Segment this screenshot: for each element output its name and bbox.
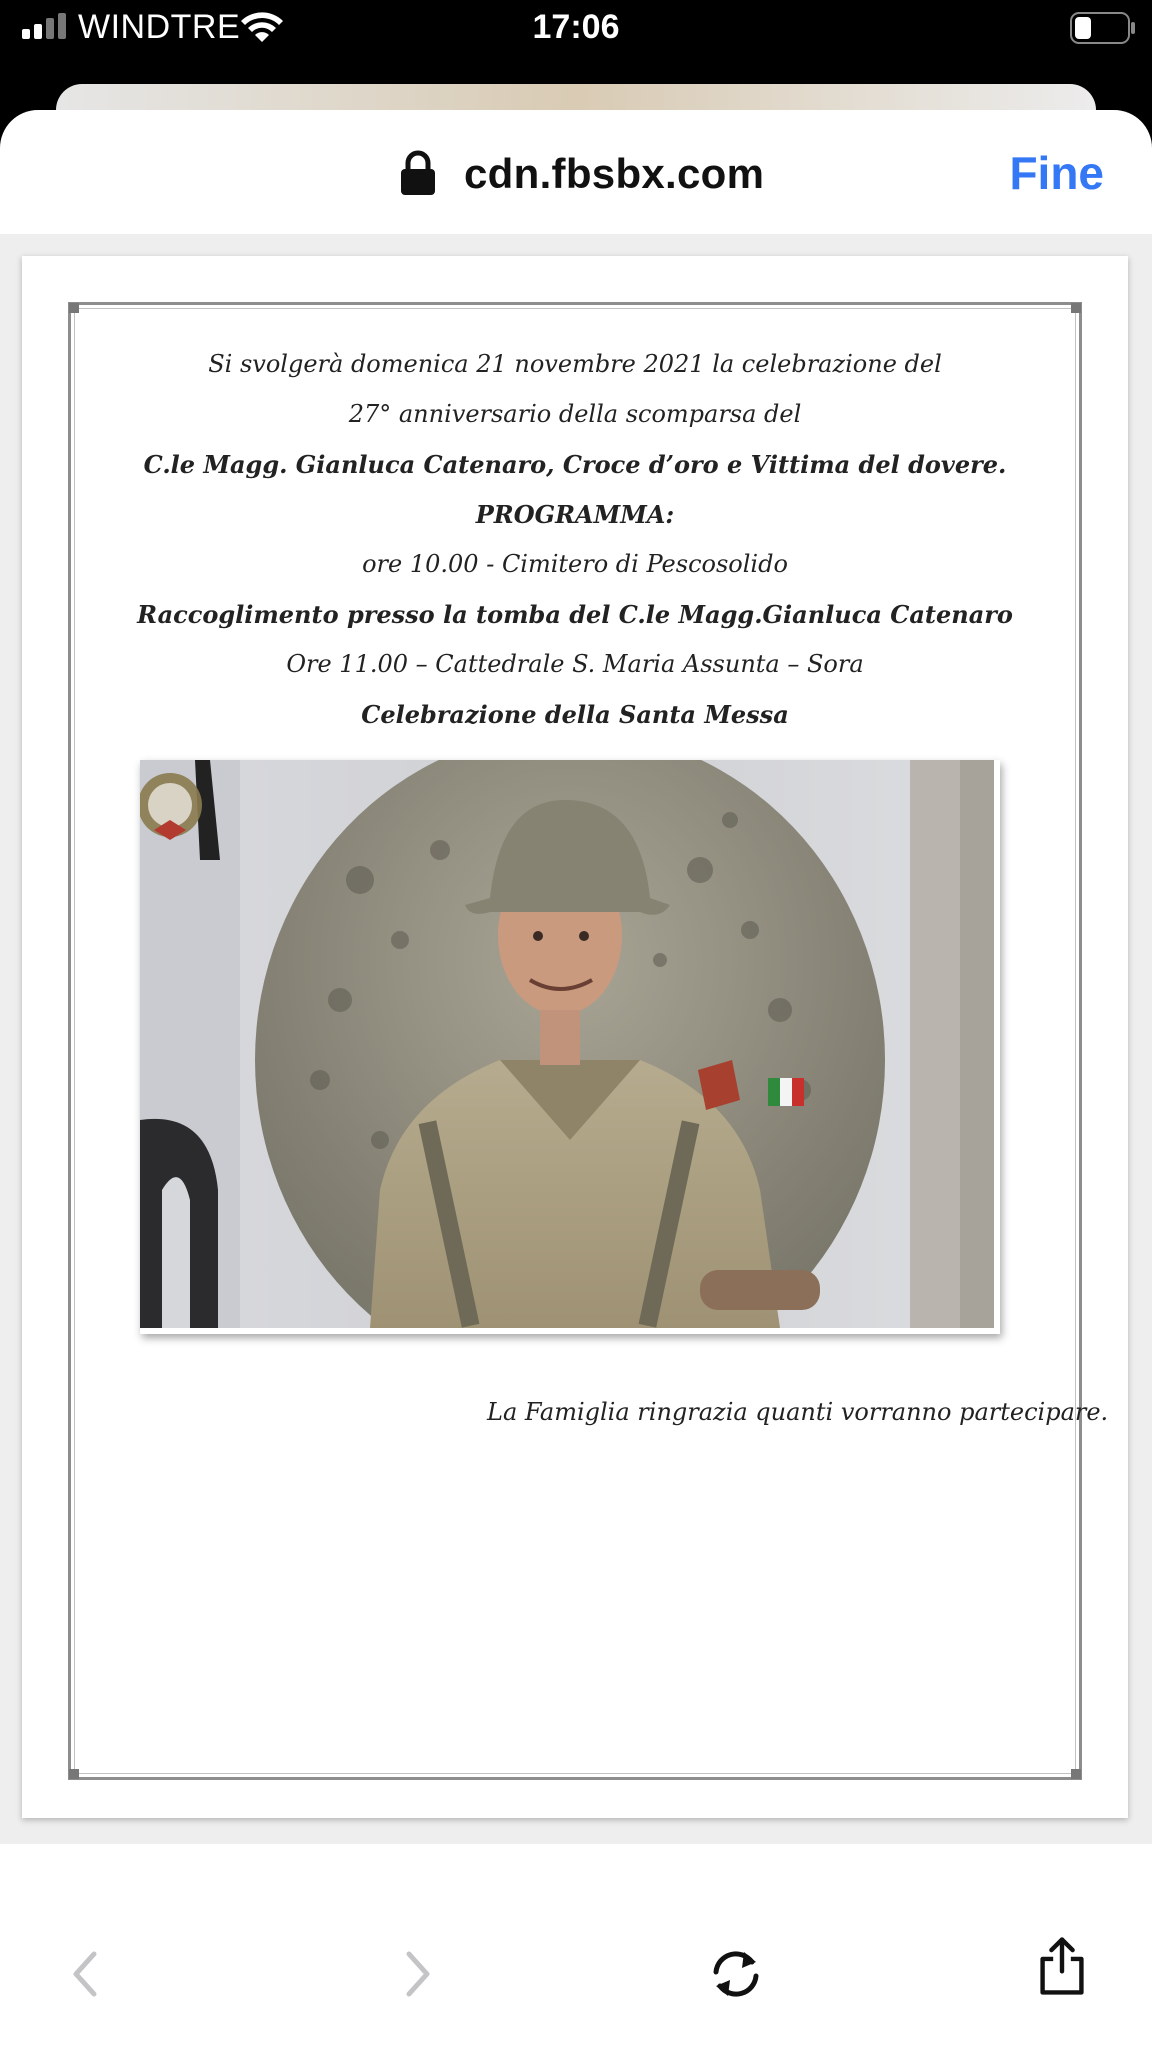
- thanks-line: La Famiglia ringrazia quanti vorranno partecipare.: [487, 1398, 1109, 1426]
- browser-nav-bar: [0, 110, 1152, 234]
- battery-icon: [1070, 12, 1136, 44]
- announcement-line: Si svolgerà domenica 21 novembre 2021 la celebrazione del: [208, 350, 942, 378]
- lock-icon: [400, 150, 436, 196]
- browser-toolbar: [0, 1844, 1152, 2048]
- share-icon[interactable]: [1032, 1936, 1092, 1996]
- clock: 17:06: [532, 8, 620, 46]
- url-label[interactable]: cdn.fbsbx.com: [464, 150, 765, 197]
- carrier-name: WINDTRE: [78, 8, 241, 46]
- document-page: [22, 256, 1128, 1818]
- chevron-left-icon[interactable]: [58, 1944, 118, 2004]
- done-button[interactable]: Fine: [1009, 147, 1104, 199]
- document-viewer[interactable]: [0, 234, 1152, 1844]
- chevron-right-icon[interactable]: [385, 1944, 445, 2004]
- program-item-cathedral: Ore 11.00 – Cattedrale S. Maria Assunta – Sora: [286, 650, 864, 678]
- memorial-photo: [140, 760, 1000, 1334]
- soldier-portrait-image: [140, 760, 994, 1328]
- anniversary-line: 27° anniversario della scomparsa del: [348, 400, 802, 428]
- corner-ornament: [1071, 1769, 1081, 1779]
- program-item-mass: Celebrazione della Santa Messa: [361, 700, 789, 729]
- status-bar: [0, 0, 1152, 80]
- corner-ornament: [69, 303, 79, 313]
- honoree-line: C.le Magg. Gianluca Catenaro, Croce d’oro e Vittima del dovere.: [143, 450, 1007, 479]
- reload-icon[interactable]: [706, 1944, 766, 2004]
- corner-ornament: [1071, 303, 1081, 313]
- program-item-cemetery: ore 10.00 - Cimitero di Pescosolido: [362, 550, 788, 578]
- corner-ornament: [69, 1769, 79, 1779]
- program-item-gathering: Raccoglimento presso la tomba del C.le Magg.Gianluca Catenaro: [137, 600, 1013, 629]
- program-heading: PROGRAMMA:: [475, 500, 675, 529]
